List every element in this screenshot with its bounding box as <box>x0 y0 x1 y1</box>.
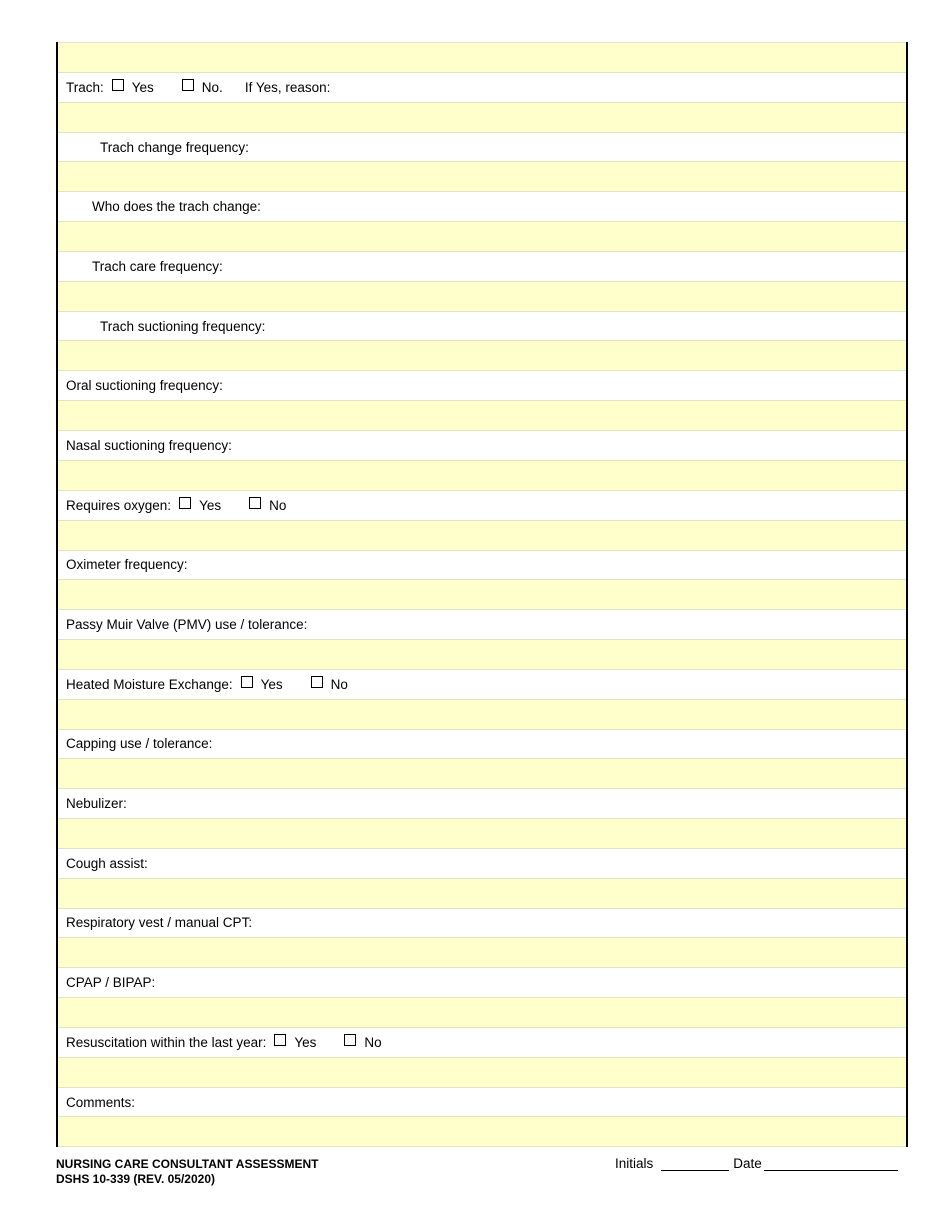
respiratory-assessment-form <box>56 42 908 1147</box>
trach-suctioning-frequency-label: Trach suctioning frequency: <box>58 312 906 341</box>
trach-change-frequency-field[interactable] <box>58 161 906 192</box>
oral-suctioning-frequency-field[interactable] <box>58 400 906 431</box>
oximeter-frequency-label: Oximeter frequency: <box>58 551 906 580</box>
requires-oxygen-yes-checkbox[interactable] <box>179 497 191 509</box>
form-number: DSHS 10-339 (REV. 05/2020) <box>56 1172 215 1186</box>
pmv-label: Passy Muir Valve (PMV) use / tolerance: <box>58 610 906 639</box>
requires-oxygen-no-checkbox[interactable] <box>249 497 261 509</box>
who-does-trach-change-field[interactable] <box>58 221 906 252</box>
heated-moisture-exchange-row <box>58 670 906 699</box>
heated-moisture-exchange-field[interactable] <box>58 699 906 730</box>
resuscitation-no-label: No <box>364 1034 382 1050</box>
respiratory-vest-field[interactable] <box>58 937 906 968</box>
resuscitation-field[interactable] <box>58 1057 906 1088</box>
oximeter-frequency-field[interactable] <box>58 579 906 610</box>
cpap-label: CPAP / BIPAP: <box>58 968 906 997</box>
hme-no-label: No <box>330 676 348 692</box>
trach-care-frequency-label: Trach care frequency: <box>58 252 906 281</box>
date-field[interactable] <box>764 1156 898 1171</box>
initials-field[interactable] <box>661 1156 729 1171</box>
resuscitation-no-checkbox[interactable] <box>344 1034 356 1046</box>
capping-field[interactable] <box>58 758 906 789</box>
nasal-suctioning-frequency-field[interactable] <box>58 460 906 491</box>
requires-oxygen-field[interactable] <box>58 520 906 551</box>
requires-oxygen-label: Requires oxygen: <box>66 497 172 513</box>
heated-moisture-exchange-label: Heated Moisture Exchange: <box>66 676 233 692</box>
hme-yes-label: Yes <box>260 676 283 692</box>
trach-label: Trach: <box>66 79 104 95</box>
trach-yes-checkbox[interactable] <box>112 79 124 91</box>
resuscitation-yes-checkbox[interactable] <box>274 1034 286 1046</box>
hme-yes-checkbox[interactable] <box>241 676 253 688</box>
initials-date-block <box>615 1156 898 1171</box>
comments-field[interactable] <box>58 1116 906 1147</box>
trach-answer-field[interactable] <box>58 42 906 73</box>
nebulizer-label: Nebulizer: <box>58 789 906 818</box>
trach-no-label: No. <box>201 79 223 95</box>
trach-yes-label: Yes <box>131 79 154 95</box>
who-does-trach-change-label: Who does the trach change: <box>58 192 906 221</box>
trach-change-frequency-label: Trach change frequency: <box>58 133 906 162</box>
capping-label: Capping use / tolerance: <box>58 730 906 759</box>
pmv-field[interactable] <box>58 639 906 670</box>
oral-suctioning-frequency-label: Oral suctioning frequency: <box>58 371 906 400</box>
cough-assist-field[interactable] <box>58 878 906 909</box>
form-title: NURSING CARE CONSULTANT ASSESSMENT <box>56 1157 319 1171</box>
resuscitation-label: Resuscitation within the last year: <box>66 1034 267 1050</box>
resuscitation-yes-label: Yes <box>294 1034 317 1050</box>
date-label: Date <box>733 1156 762 1171</box>
initials-label: Initials <box>615 1156 654 1171</box>
trach-no-checkbox[interactable] <box>182 79 194 91</box>
trach-care-frequency-field[interactable] <box>58 281 906 312</box>
nasal-suctioning-frequency-label: Nasal suctioning frequency: <box>58 431 906 460</box>
cough-assist-label: Cough assist: <box>58 849 906 878</box>
respiratory-vest-label: Respiratory vest / manual CPT: <box>58 909 906 938</box>
form-footer-identity <box>56 1157 318 1187</box>
resuscitation-row <box>58 1028 906 1057</box>
trach-reason-label: If Yes, reason: <box>244 79 331 95</box>
hme-no-checkbox[interactable] <box>311 676 323 688</box>
requires-oxygen-row <box>58 491 906 520</box>
comments-label: Comments: <box>58 1088 906 1117</box>
trach-row <box>58 73 906 102</box>
trach-reason-field[interactable] <box>58 102 906 133</box>
cpap-field[interactable] <box>58 997 906 1028</box>
requires-oxygen-no-label: No <box>269 497 287 513</box>
trach-suctioning-frequency-field[interactable] <box>58 340 906 371</box>
nebulizer-field[interactable] <box>58 818 906 849</box>
requires-oxygen-yes-label: Yes <box>199 497 222 513</box>
